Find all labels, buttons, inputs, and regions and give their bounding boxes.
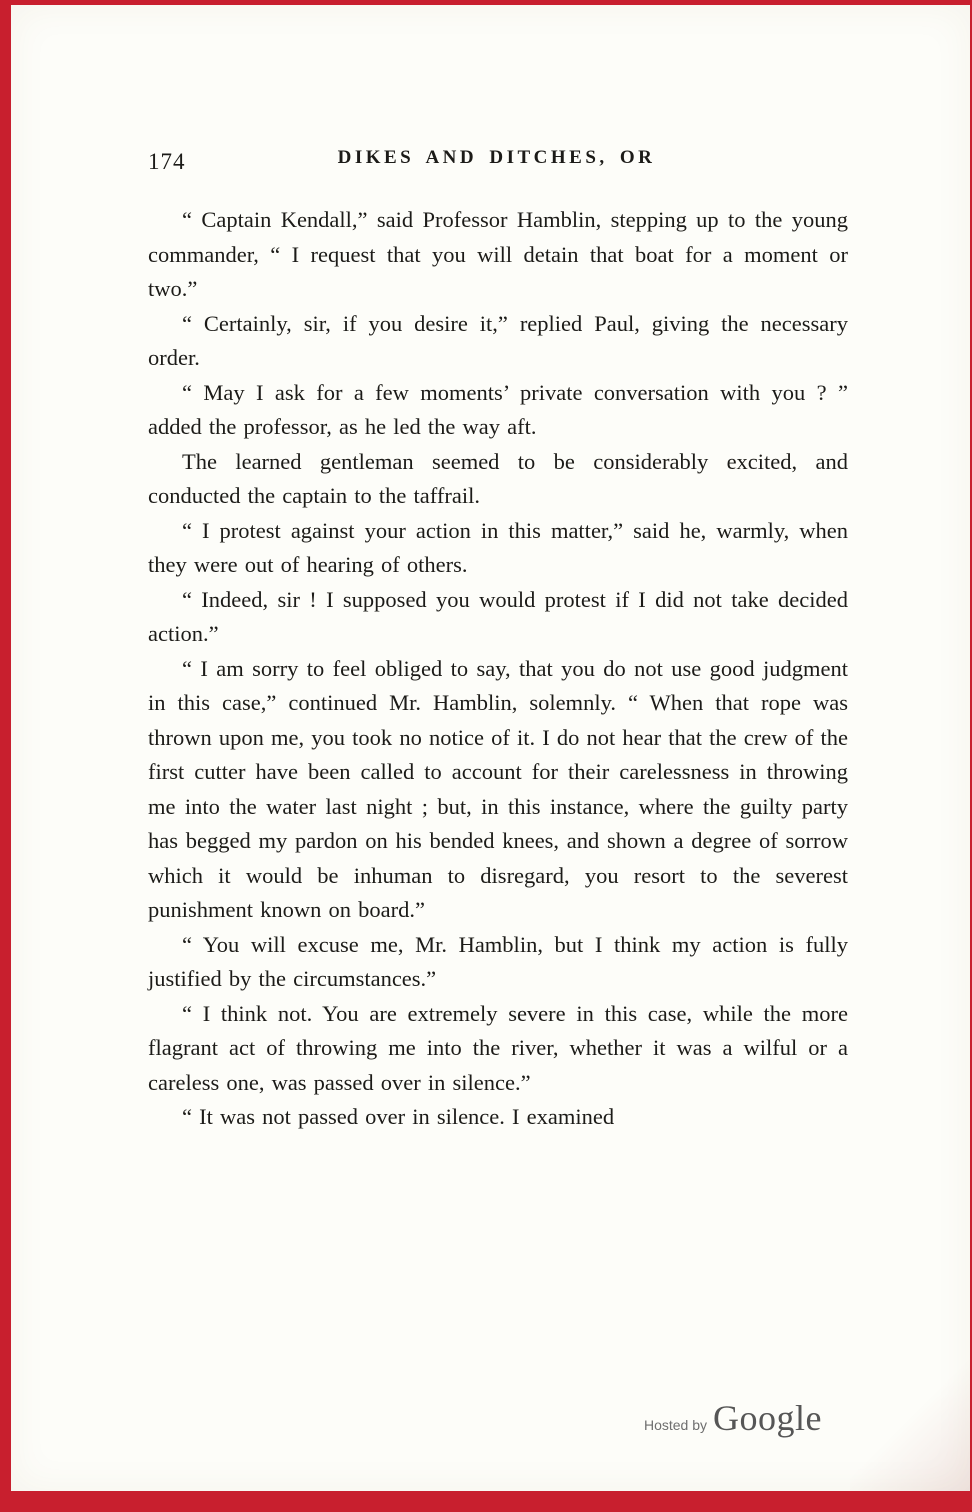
page-body xyxy=(148,203,848,1135)
page-number: 174 xyxy=(148,149,186,174)
paragraph: “ I protest against your action in this matter,” said he, warmly, when they were out of hearing of others. xyxy=(148,517,848,577)
paragraph: “ Certainly, sir, if you desire it,” replied Paul, giving the necessary order. xyxy=(148,310,848,370)
paragraph: “ May I ask for a few moments’ private conversation with you ? ” added the professor, as he led the way aft. xyxy=(148,379,848,439)
paragraph: “ I am sorry to feel obliged to say, that you do not use good judgment in this case,” continued Mr. Hamblin, solemnly. “ When that rope was thrown upon me, you took no notice of it. I do not hear that the crew of the first cutter have been called to account for their carelessness in throwing me into the water last night ; but, in this instance, where the guilty party has begged my pardon on his bended knees, and shown a degree of sorrow which it would be inhuman to disregard, you resort to the severest punishment known on board.” xyxy=(148,655,848,922)
hosted-by-label: Hosted by xyxy=(643,1417,708,1433)
google-logo: Google xyxy=(713,1398,822,1438)
paragraph: “ Indeed, sir ! I supposed you would protest if I did not take decided action.” xyxy=(148,586,848,646)
paragraph: “ You will excuse me, Mr. Hamblin, but I think my action is fully justified by the circumstances.” xyxy=(148,931,848,991)
google-watermark xyxy=(644,1397,822,1439)
running-header-title: DIKES AND DITCHES, OR xyxy=(337,147,656,168)
page-header xyxy=(148,147,845,177)
paragraph: “ I think not. You are extremely severe in this case, while the more flagrant act of throwing me into the river, whether it was a wilful or a careless one, was passed over in silence.” xyxy=(148,1000,848,1095)
paragraph: “ Captain Kendall,” said Professor Hamblin, stepping up to the young commander, “ I request that you will detain that boat for a moment or two.” xyxy=(148,207,848,301)
paragraph: “ It was not passed over in silence. I examined xyxy=(182,1104,615,1129)
paragraph: The learned gentleman seemed to be considerably excited, and conducted the captain to the taffrail. xyxy=(148,448,848,508)
book-page xyxy=(11,5,970,1491)
